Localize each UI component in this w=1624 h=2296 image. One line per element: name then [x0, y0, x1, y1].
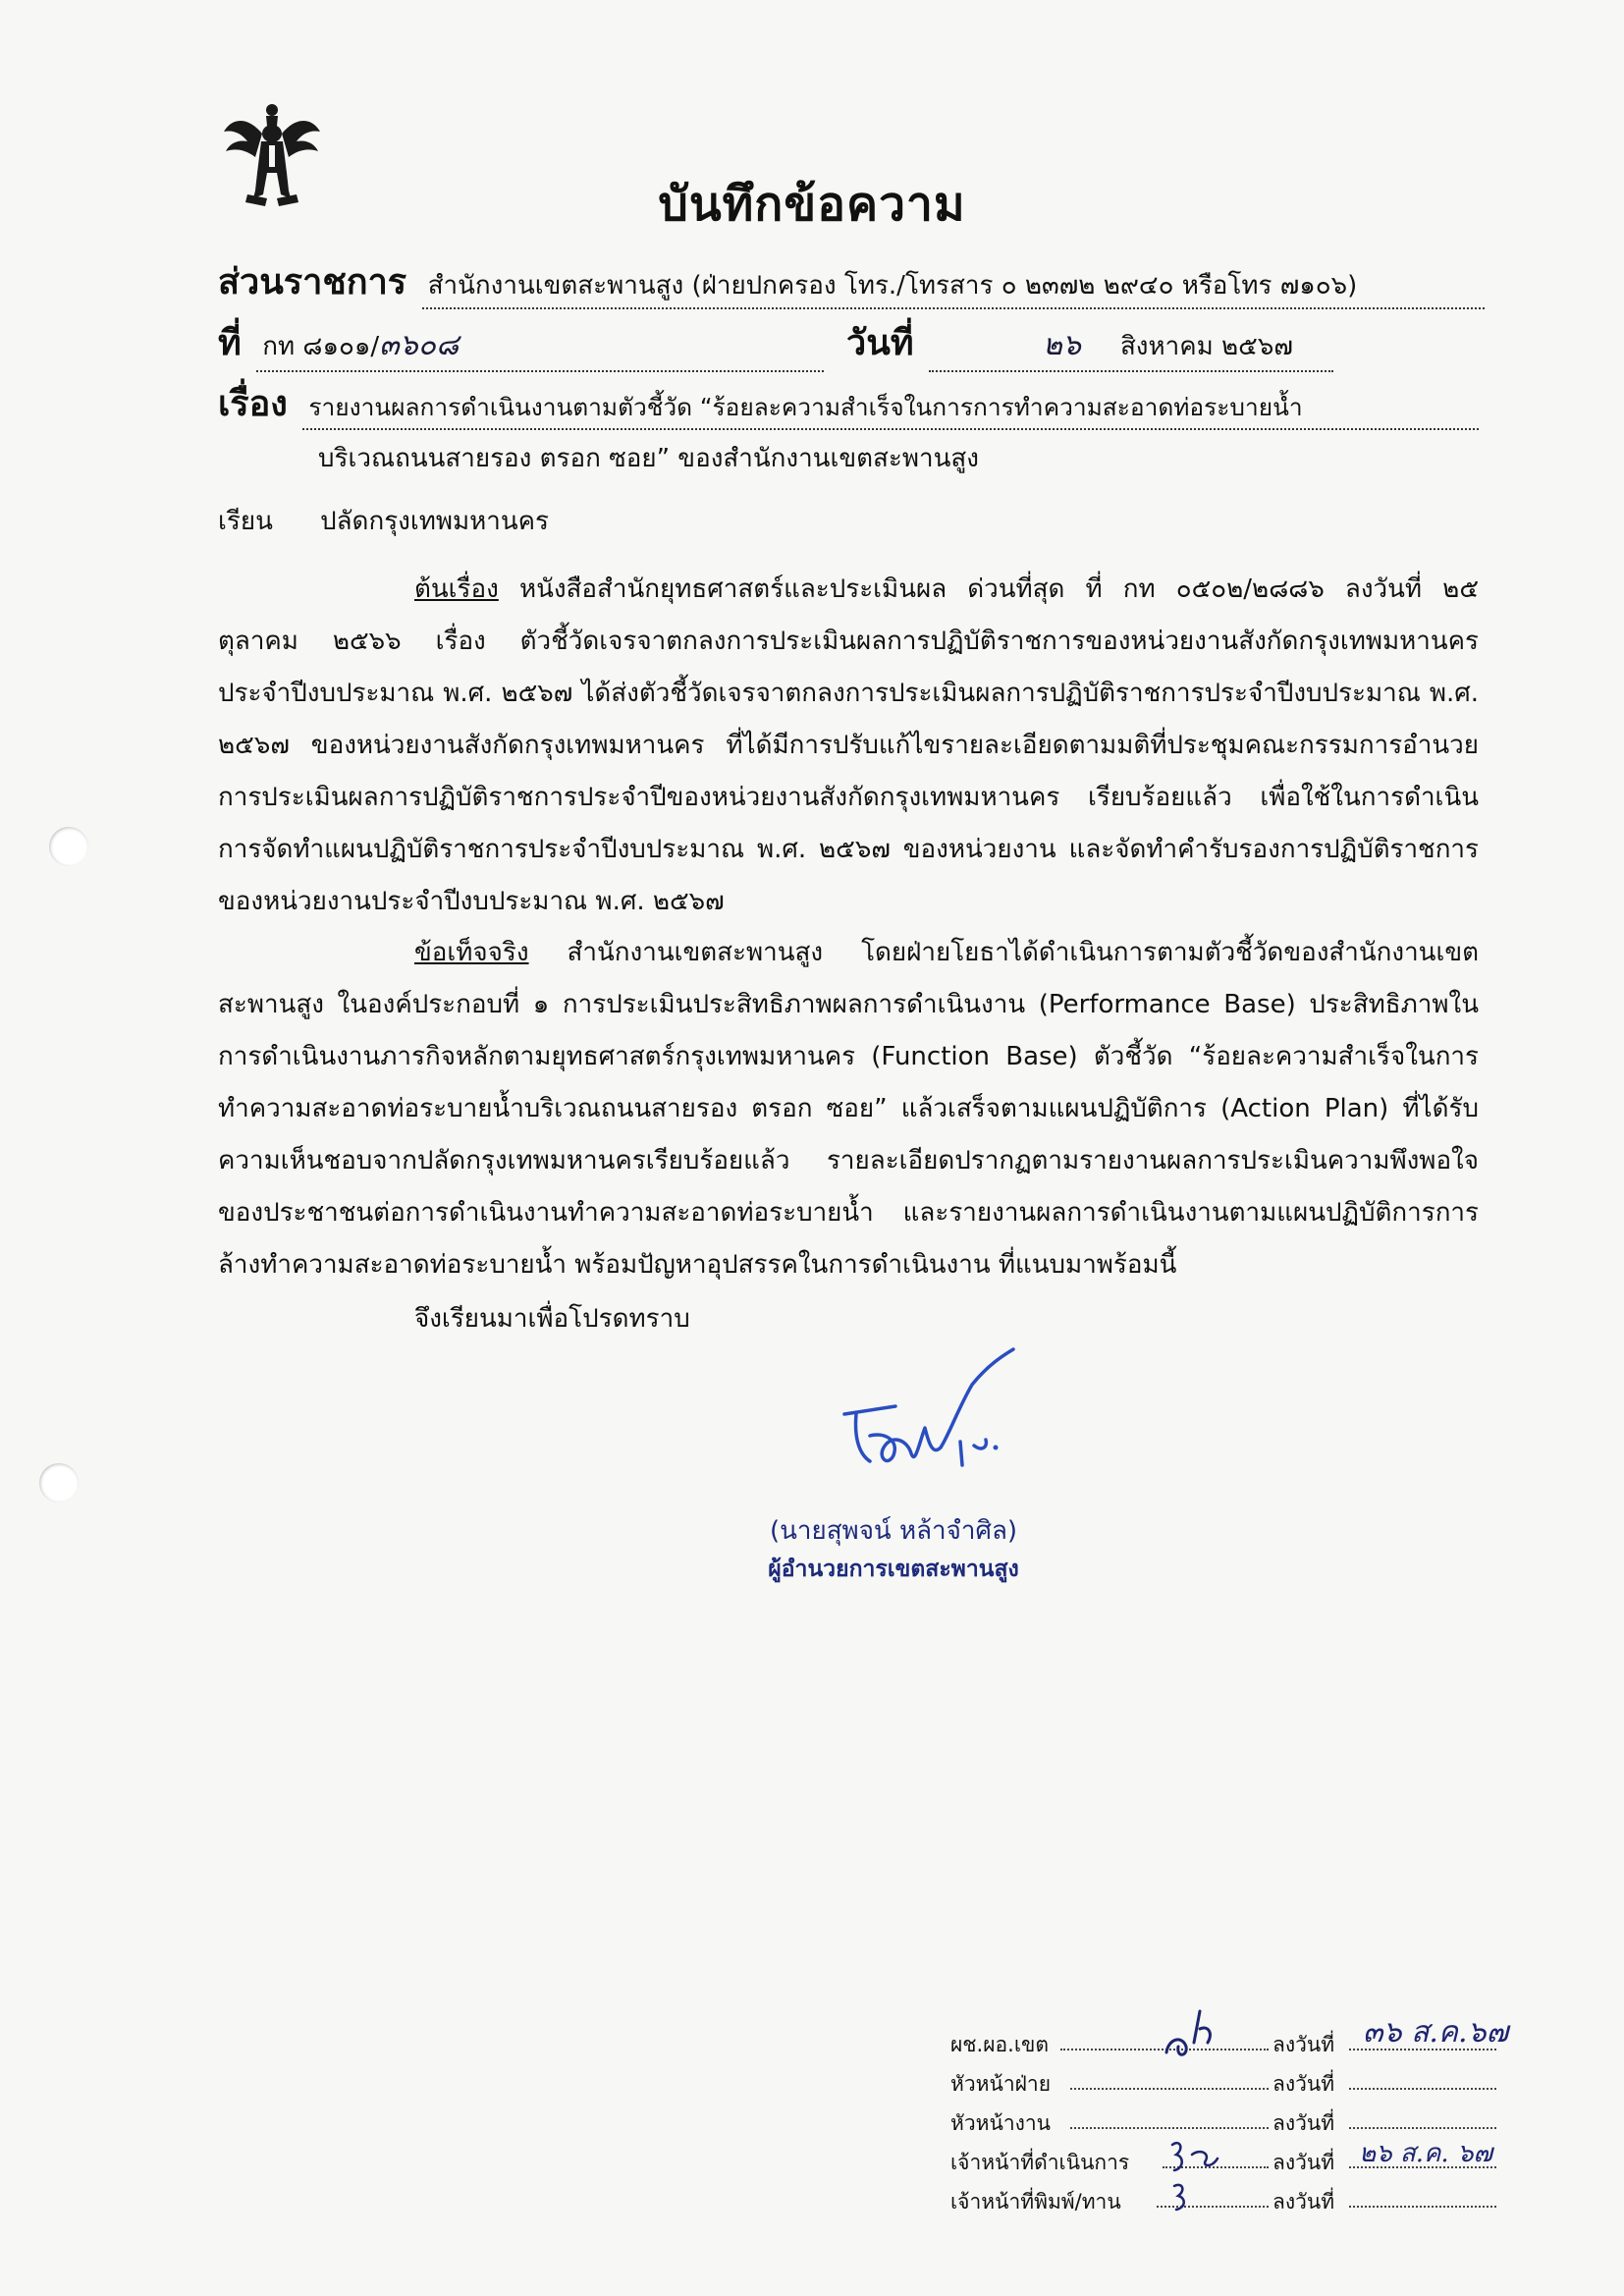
subject-row: [218, 375, 1479, 431]
routing-initial-mark: [1159, 1999, 1227, 2064]
signature-block: [687, 1345, 1100, 1601]
routing-row-operating-officer: [950, 2139, 1540, 2178]
ref-value: [256, 322, 824, 372]
agency-label: ส่วนราชการ: [218, 262, 407, 302]
paragraph-facts: [218, 927, 1479, 1291]
ref-number: ๓๖๐๘: [379, 328, 460, 362]
routing-signature-line: [1070, 2088, 1269, 2090]
punch-hole-bottom: [39, 1463, 79, 1503]
routing-row-section-head: [950, 2060, 1540, 2100]
punch-hole-top: [49, 827, 88, 866]
routing-date-handwritten: ๓๖ ส.ค.๖๗: [1363, 2015, 1509, 2050]
closing-text: จึงเรียนมาเพื่อโปรดทราบ: [414, 1304, 690, 1334]
p2-text: สำนักงานเขตสะพานสูง โดยฝ่ายโยธาได้ดำเนินการตามตัวชี้วัดของสำนักงานเขตสะพานสูง ในองค์ประกอบที่ ๑ การประเมินประสิทธิภาพผลการดำเนินงาน (Performance Base) ประสิทธิภาพในการดำเนินงานภารกิจหลักตามยุทธศาสตร์กรุงเทพมหานคร (Function Base) ตัวชี้วัด “ร้อยละความสำเร็จในการทำความสะอาดท่อระบายน้ำบริเวณถนนสายรอง ตรอก ซอย” แล้วเสร็จตามแผนปฏิบัติการ (Action Plan) ที่ได้รับความเห็นชอบจากปลัดกรุงเทพมหานครเรียบร้อยแล้ว รายละเอียดปรากฏตามรายงานผลการประเมินความพึงพอใจของประชาชนต่อการดำเนินงานทำความสะอาดท่อระบายน้ำ และรายงานผลการดำเนินงานตามแผนปฏิบัติการการล้างทำความสะอาดท่อระบายน้ำ พร้อมปัญหาอุปสรรคในการดำเนินงาน ที่แนบมาพร้อมนี้: [218, 938, 1479, 1280]
date-label: วันที่: [846, 323, 914, 363]
signatory-name: (นายสุพจน์ หล้าจำศิล): [769, 1516, 1018, 1546]
routing-initial-mark: [1166, 2135, 1235, 2178]
p1-lead: ต้นเรื่อง: [414, 574, 499, 604]
routing-date-line: [1349, 2088, 1496, 2090]
p2-lead: ข้อเท็จจริง: [414, 938, 529, 967]
routing-signature-line: [1070, 2127, 1269, 2129]
routing-date-label: ลงวันที่: [1272, 2190, 1335, 2214]
routing-role: หัวหน้างาน: [950, 2111, 1052, 2135]
paragraph-background: [218, 564, 1479, 928]
to-label: เรียน: [218, 507, 273, 536]
handwritten-signature: [785, 1345, 1060, 1503]
ref-label: ที่: [218, 323, 242, 363]
routing-role: ผช.ผอ.เขต: [950, 2033, 1049, 2056]
routing-row-assistant-director: [950, 2015, 1540, 2060]
routing-row-typist: [950, 2178, 1540, 2217]
routing-block: [950, 2015, 1540, 2217]
date-row: [846, 314, 1333, 372]
date-value: [929, 322, 1333, 372]
routing-role: เจ้าหน้าที่ดำเนินการ: [950, 2151, 1130, 2174]
routing-date-label: ลงวันที่: [1272, 2072, 1335, 2096]
routing-date-line: [1349, 2127, 1496, 2129]
memo-title: บันทึกข้อความ: [658, 177, 966, 232]
routing-date-label: ลงวันที่: [1272, 2151, 1335, 2174]
agency-row: [218, 253, 1485, 309]
routing-date-handwritten: ๒๖ ส.ค. ๖๗: [1359, 2139, 1493, 2168]
routing-date-label: ลงวันที่: [1272, 2033, 1335, 2056]
date-day: ๒๖: [1043, 328, 1081, 362]
addressee-row: [218, 501, 549, 541]
routing-date-label: ลงวันที่: [1272, 2111, 1335, 2135]
subject-line-2: บริเวณถนนสายรอง ตรอก ซอย” ของสำนักงานเขตสะพานสูง: [318, 444, 979, 473]
signatory-position: ผู้อำนวยการเขตสะพานสูง: [768, 1557, 1019, 1582]
routing-role: หัวหน้าฝ่าย: [950, 2072, 1052, 2096]
ref-row: [218, 314, 824, 372]
agency-value: สำนักงานเขตสะพานสูง (ฝ่ายปกครอง โทร./โทรสาร ๐ ๒๓๗๒ ๒๙๔๐ หรือโทร ๗๑๐๖): [422, 265, 1485, 309]
date-month-year: สิงหาคม ๒๕๖๗: [1119, 332, 1293, 361]
subject-line-1: รายงานผลการดำเนินงานตามตัวชี้วัด “ร้อยละความสำเร็จในการการทำความสะอาดท่อระบายน้ำ: [302, 388, 1479, 430]
to-value: ปลัดกรุงเทพมหานคร: [320, 507, 550, 536]
routing-role: เจ้าหน้าที่พิมพ์/ทาน: [950, 2190, 1121, 2214]
routing-date-line: [1349, 2206, 1496, 2208]
routing-initial-mark: [1168, 2180, 1198, 2215]
subject-label: เรื่อง: [218, 384, 288, 424]
p1-text: หนังสือสำนักยุทธศาสตร์และประเมินผล ด่วนที่สุด ที่ กท ๐๕๐๒/๒๘๘๖ ลงวันที่ ๒๕ ตุลาคม ๒๕๖๖ เรื่อง ตัวชี้วัดเจรจาตกลงการประเมินผลการปฏิบัติราชการของหน่วยงานสังกัดกรุงเทพมหานคร ประจำปีงบประมาณ พ.ศ. ๒๕๖๗ ได้ส่งตัวชี้วัดเจรจาตกลงการประเมินผลการปฏิบัติราชการประจำปีงบประมาณ พ.ศ. ๒๕๖๗ ของหน่วยงานสังกัดกรุงเทพมหานคร ที่ได้มีการปรับแก้ไขรายละเอียดตามมติที่ประชุมคณะกรรมการอำนวยการประเมินผลการปฏิบัติราชการประจำปีของหน่วยงานสังกัดกรุงเทพมหานคร เรียบร้อยแล้ว เพื่อใช้ในการดำเนินการจัดทำแผนปฏิบัติราชการประจำปีงบประมาณ พ.ศ. ๒๕๖๗ ของหน่วยงาน และจัดทำคำรับรองการปฏิบัติราชการของหน่วยงานประจำปีงบประมาณ พ.ศ. ๒๕๖๗: [218, 574, 1479, 916]
ref-prefix: กท ๘๑๐๑/: [262, 332, 380, 361]
